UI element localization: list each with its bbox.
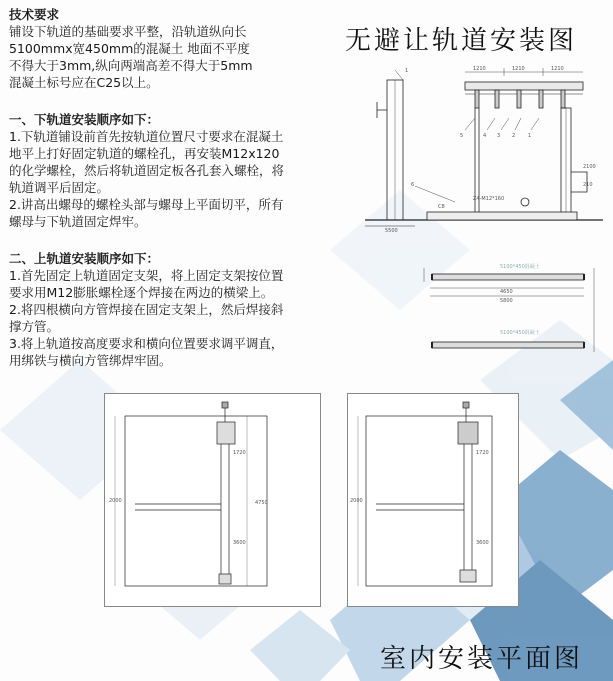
indoor-plan-card-left xyxy=(104,393,321,607)
upper-track-section xyxy=(9,250,339,369)
callout-label: 4 xyxy=(483,133,487,139)
dim-label: 1210 xyxy=(551,66,564,72)
dim-label: 5500 xyxy=(385,228,398,234)
lower-track-section xyxy=(9,111,339,230)
indoor-plan-card-right xyxy=(347,393,519,607)
lower-track-heading: 一、下轨道安装顺序如下： xyxy=(9,112,160,127)
lower-track-line: 2.讲高出螺母的螺栓头部与螺母上平面切平，所有 xyxy=(9,197,284,212)
c-label: C8 xyxy=(438,204,445,210)
dim-label: 5800 xyxy=(500,298,513,304)
callout-label: 1 xyxy=(405,68,409,74)
upper-track-line: 3.将上轨道按高度要求和横向位置要求调平调直， xyxy=(9,336,284,351)
lower-track-line: 的化学螺栓，然后将轨道固定板各孔套入螺栓，将 xyxy=(9,163,285,178)
dim-label: 4750 xyxy=(255,500,268,506)
requirements-line: 铺设下轨道的基础要求平整，沿轨道纵向长 xyxy=(9,24,247,39)
lower-track-line: 轨道调平后固定。 xyxy=(9,180,110,195)
callout-label: 2 xyxy=(512,133,516,139)
elevation-drawing xyxy=(355,62,610,234)
indoor-plan-drawing-right xyxy=(348,394,518,606)
lower-track-line: 1.下轨道铺设前首先按轨道位置尺寸要求在混凝土 xyxy=(9,129,284,144)
requirements-line: 5100mmx宽450mm的混凝土 地面不平度 xyxy=(9,41,250,56)
upper-track-line: 2.将四根横向方管焊接在固定支架上，然后焊接斜 xyxy=(9,302,284,317)
requirements-line: 不得大于3mm,纵向两端高差不得大于5mm xyxy=(9,58,253,73)
rail-label: 5100*450混凝土 xyxy=(500,264,540,270)
dim-label: 2100 xyxy=(583,164,596,170)
callout-label: 5 xyxy=(460,133,464,139)
dim-label: 4650 xyxy=(500,289,513,295)
indoor-plan-drawing-left xyxy=(105,394,320,606)
dim-label: 1720 xyxy=(233,450,246,456)
lower-track-line: 地平上打好固定轨道的螺栓孔，再安装M12x120 xyxy=(9,146,280,161)
upper-track-heading: 二、上轨道安装顺序如下： xyxy=(9,251,160,266)
requirements-heading: 技术要求 xyxy=(9,7,60,22)
lower-track-line: 螺母与下轨道固定焊牢。 xyxy=(9,214,147,229)
technical-requirements xyxy=(9,6,339,91)
upper-track-line: 用绑铁与横向方管绑焊牢固。 xyxy=(9,353,172,368)
dim-label: 210 xyxy=(583,182,593,188)
dim-label: 1210 xyxy=(512,66,525,72)
callout-label: 6 xyxy=(411,182,415,188)
no-avoid-track-title: 无避让轨道安装图 xyxy=(345,26,578,56)
rail-plan-drawing xyxy=(420,252,610,362)
upper-track-line: 1.首先固定上轨道固定支架，将上固定支架按位置 xyxy=(9,268,284,283)
indoor-plan-title: 室内安装平面图 xyxy=(380,644,584,674)
bolt-label: Z4-M12*160 xyxy=(473,196,505,202)
dim-label: 2000 xyxy=(109,498,122,504)
callout-label: 3 xyxy=(497,133,501,139)
rail-label: 5100*450混凝土 xyxy=(500,330,540,336)
upper-track-line: 要求用M12膨胀螺栓逐个焊接在两边的横梁上。 xyxy=(9,285,274,300)
dim-label: 1720 xyxy=(476,450,489,456)
dim-label: 2000 xyxy=(350,498,363,504)
dim-label: 3600 xyxy=(476,540,489,546)
requirements-line: 混凝土标号应在C25以上。 xyxy=(9,75,159,90)
dim-label: 3600 xyxy=(233,540,246,546)
dim-label: 1210 xyxy=(473,66,486,72)
callout-label: 1 xyxy=(528,133,532,139)
upper-track-line: 撑方管。 xyxy=(9,319,60,334)
